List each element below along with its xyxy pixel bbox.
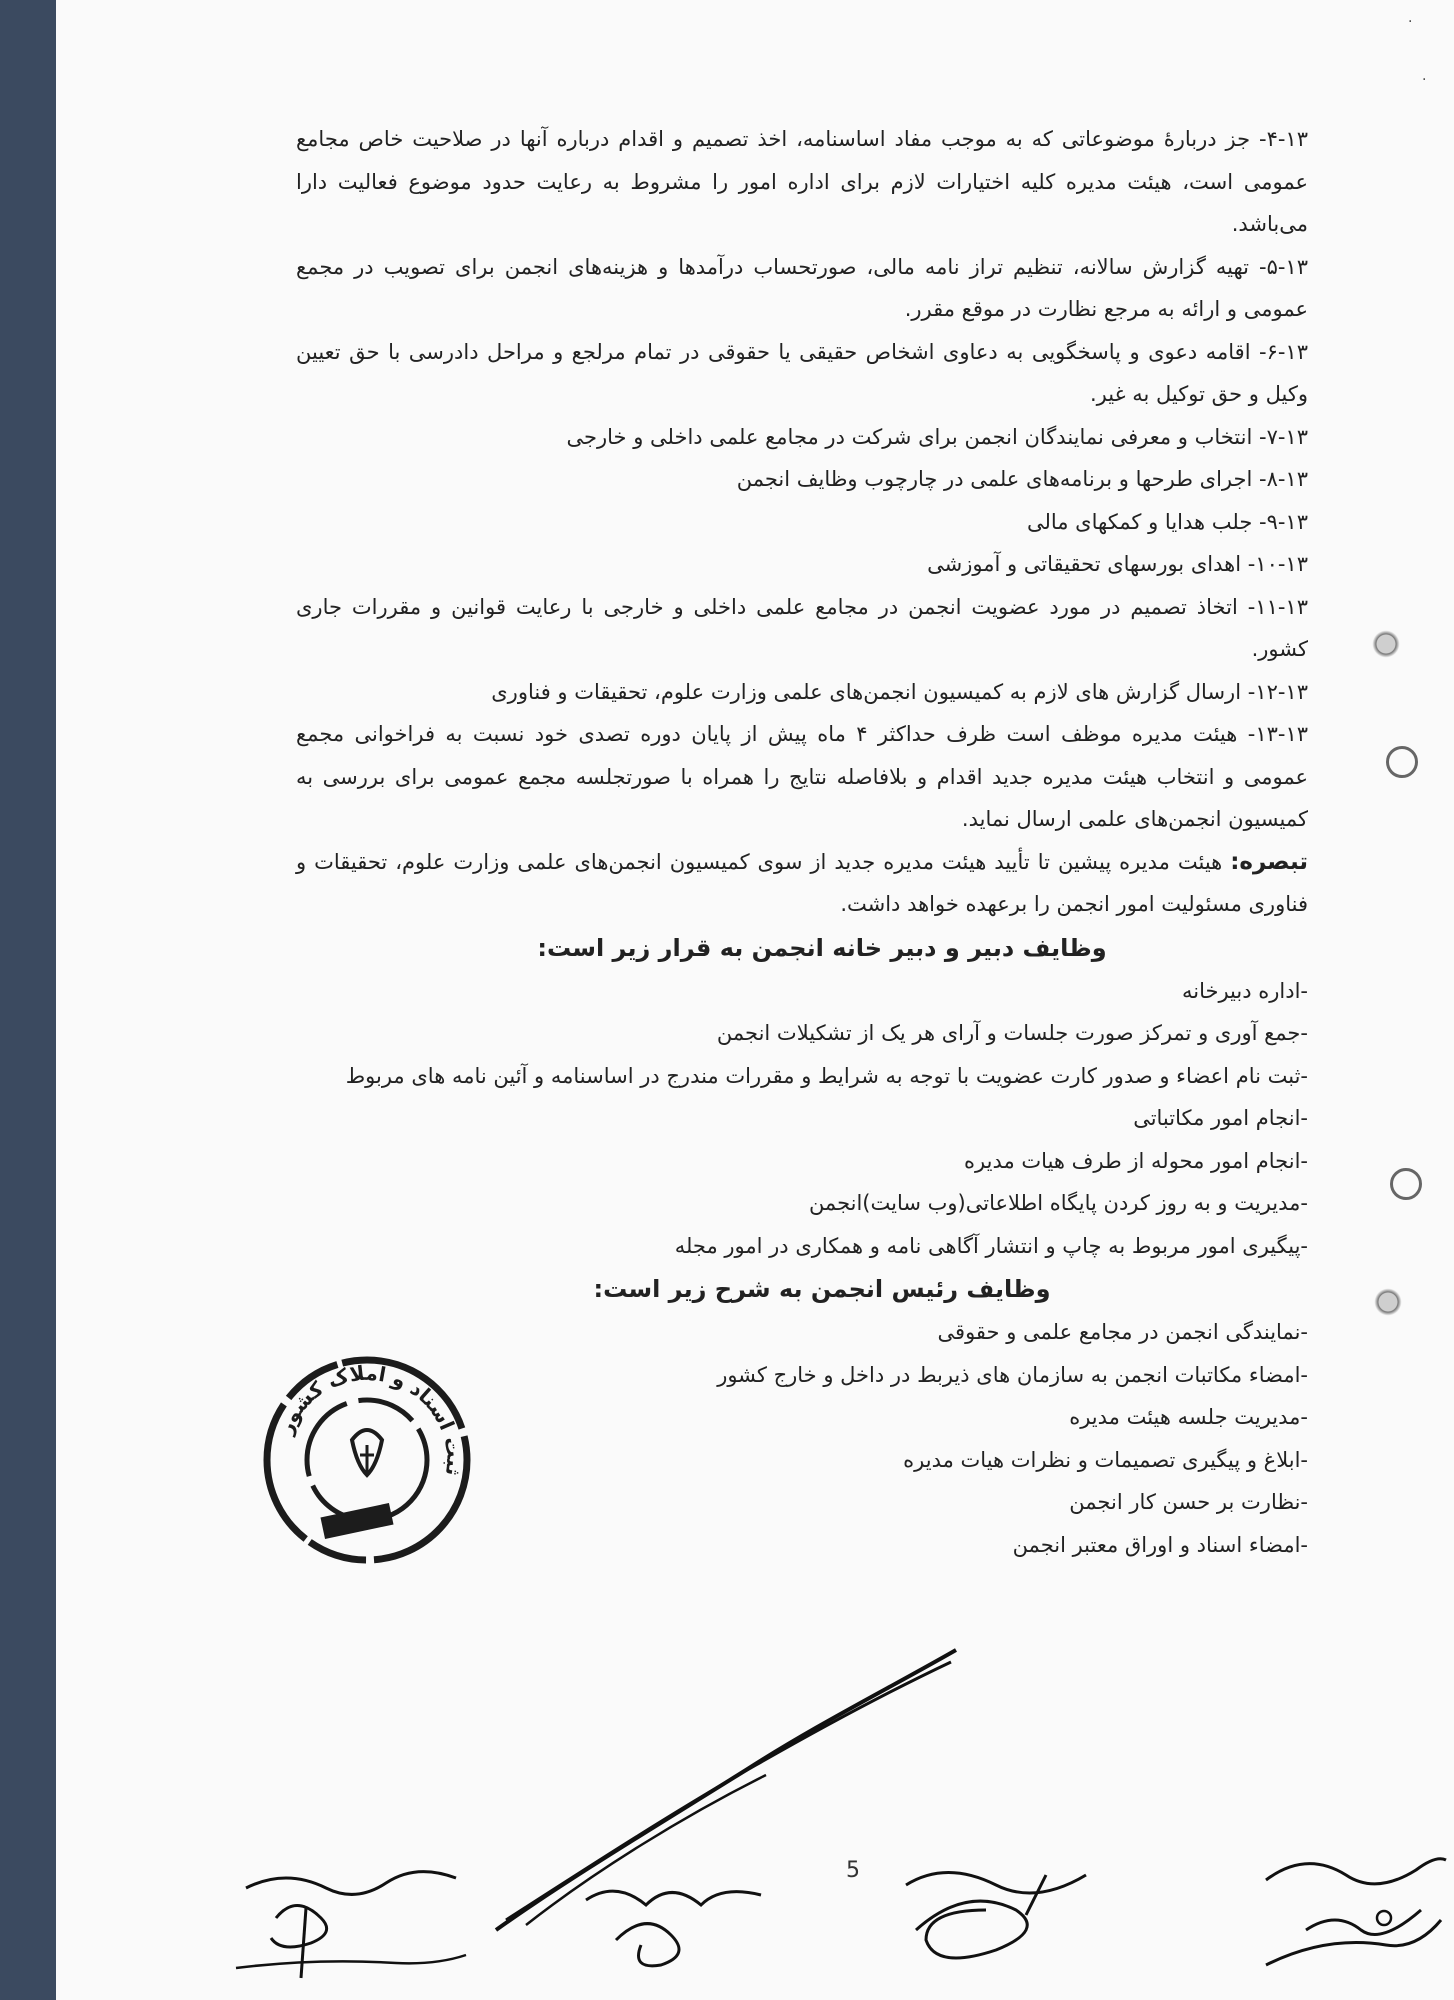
paragraph-13-6: ۶-۱۳- اقامه دعوی و پاسخگویی به دعاوی اشخاص حقیقی یا حقوقی در تمام مرلجع و مراحل دادرسی با حق تعیین وکیل و حق توکیل به غیر.	[296, 339, 1308, 406]
paragraph-13-5: ۵-۱۳- تهیه گزارش سالانه، تنظیم تراز نامه مالی، صورتحساب درآمدها و هزینه‌های انجمن برای تصویب در مجمع عمومی و ارائه به مرجع نظارت در موقع مقرر.	[296, 254, 1308, 321]
list-item: -ثبت نام اعضاء و صدور کارت عضویت با توجه به شرایط و مقررات مندرج در اساسنامه و آئین نامه های مربوط	[345, 1063, 1308, 1088]
list-item: -نمایندگی انجمن در مجامع علمی و حقوقی	[937, 1320, 1308, 1344]
punch-hole	[1390, 1168, 1422, 1200]
list-item: -مدیریت جلسه هیئت مدیره	[1069, 1405, 1308, 1429]
paragraph-13-10: ۱۰-۱۳- اهدای بورسهای تحقیقاتی و آموزشی	[927, 552, 1308, 576]
list-item: -ابلاغ و پیگیری تصمیمات و نظرات هیات مدیره	[903, 1447, 1308, 1472]
list-item: -امضاء اسناد و اوراق معتبر انجمن	[1012, 1532, 1308, 1557]
secretariat-heading: وظایف دبیر و دبیر خانه انجمن به قرار زیر است:	[537, 933, 1107, 962]
paragraph-13-7: ۷-۱۳- انتخاب و معرفی نمایندگان انجمن برای شرکت در مجامع علمی داخلی و خارجی	[566, 424, 1308, 449]
svg-text:ثبت اسناد و املاک کشور: ثبت اسناد و املاک کشور	[273, 1360, 467, 1478]
signature-1	[216, 1848, 486, 1988]
paragraph-13-9: ۹-۱۳- جلب هدایا و کمکهای مالی	[1026, 509, 1308, 534]
punch-hole	[1386, 746, 1418, 778]
list-item: -مدیریت و به روز کردن پایگاه اطلاعاتی(وب سایت)انجمن	[808, 1191, 1308, 1215]
punch-hole	[1370, 628, 1402, 660]
paragraph-13-13: ۱۳-۱۳- هیئت مدیره موظف است ظرف حداکثر ۴ ماه پیش از پایان دوره تصدی خود نسبت به فراخوانی مجمع عمومی و انتخاب هیئت مدیره جدید اقدام و بلافاصله نتایج را همراه با صورتجلسه مجمع عمومی برای بررسی به کمیسیون انجمن‌های علمی ارسال نماید.	[296, 722, 1309, 831]
secretariat-duties-list	[296, 970, 1308, 1268]
document-page	[56, 0, 1454, 2000]
page-number: 5	[846, 1858, 860, 1883]
note-text: هیئت مدیره پیشین تا تأیید هیئت مدیره جدید از سوی کمیسیون انجمن‌های علمی وزارت علوم، تحقیقات و فناوری مسئولیت امور انجمن را برعهده خواهد داشت.	[296, 849, 1308, 916]
signature-4	[1256, 1840, 1454, 1980]
list-item: -امضاء مکاتبات انجمن به سازمان های ذیربط در داخل و خارج کشور	[717, 1362, 1308, 1387]
president-heading: وظایف رئیس انجمن به شرح زیر است:	[593, 1275, 1051, 1303]
paragraph-13-11: ۱۱-۱۳- اتخاذ تصمیم در مورد عضویت انجمن در مجامع علمی داخلی و خارجی با رعایت قوانین و مقررات جاری کشور.	[296, 594, 1308, 661]
list-item: -انجام امور مکاتباتی	[1133, 1106, 1308, 1130]
list-item: -اداره دبیرخانه	[1181, 978, 1308, 1003]
scan-mark: ·	[1408, 14, 1413, 30]
note-paragraph	[296, 841, 1308, 926]
list-item: -جمع آوری و تمرکز صورت جلسات و آرای هر یک از تشکیلات انجمن	[716, 1021, 1308, 1045]
list-item: -نظارت بر حسن کار انجمن	[1069, 1490, 1308, 1514]
list-item: -پیگیری امور مربوط به چاپ و انتشار آگاهی نامه و همکاری در امور مجله	[674, 1233, 1308, 1258]
signature-2	[576, 1870, 776, 1980]
scan-mark: ·	[1422, 72, 1427, 88]
punch-hole	[1372, 1286, 1404, 1318]
list-item: -انجام امور محوله از طرف هیات مدیره	[964, 1148, 1308, 1173]
paragraph-13-12: ۱۲-۱۳- ارسال گزارش های لازم به کمیسیون انجمن‌های علمی وزارت علوم، تحقیقات و فناوری	[491, 679, 1308, 704]
signature-3	[886, 1855, 1106, 1985]
official-stamp	[252, 1345, 482, 1575]
note-label: تبصره:	[1230, 848, 1308, 875]
paragraph-13-4: ۴-۱۳- جز دربارهٔ موضوعاتی که به موجب مفاد اساسنامه، اخذ تصمیم و اقدام درباره آنها در صلاحیت خاص مجامع عمومی است، هیئت مدیره کلیه اختیارات لازم برای اداره امور را مشروط به رعایت حدود موضوع فعالیت دارا می‌باشد.	[296, 127, 1308, 236]
paragraph-13-8: ۸-۱۳- اجرای طرحها و برنامه‌های علمی در چارچوب وظایف انجمن	[736, 467, 1308, 491]
